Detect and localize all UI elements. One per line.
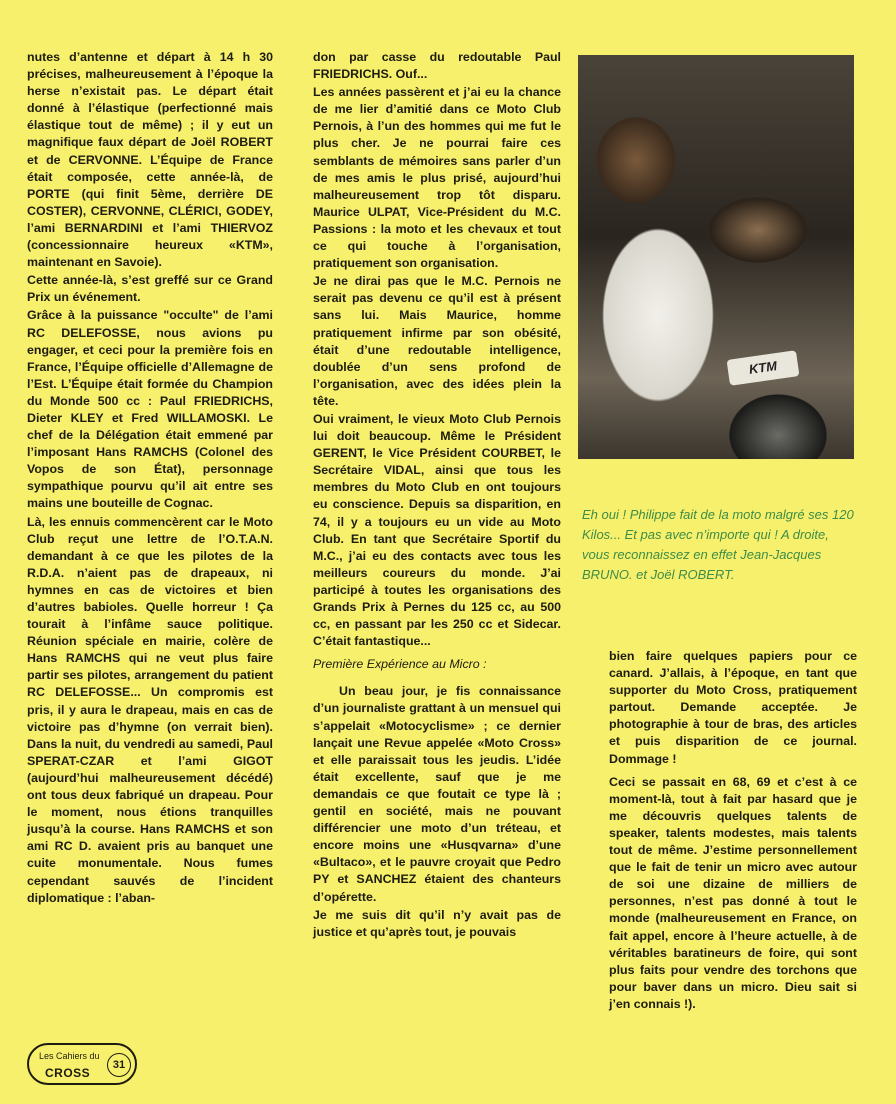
paragraph: Je ne dirai pas que le M.C. Pernois ne serait pas devenu ce qu’il est à présent sans lui. Mais Maurice, homme pratiquement infirme par son obésité, était d’une redoutable intelligence, doublée d’un sens profond de l’organisation, avec des idées plein la tête. bbox=[313, 274, 561, 408]
paragraph: bien faire quelques papiers pour ce canard. J’allais, à l’époque, en tant que supporter du Moto Cross, pratiquement partout. Demande acceptée. Je photographie à tour de bras, des articles et puis disparition de ce journal. Dommage ! bbox=[609, 649, 857, 766]
logo-line-1: Les Cahiers du bbox=[39, 1051, 100, 1061]
motocross-photo bbox=[578, 55, 854, 459]
photo-caption: Eh oui ! Philippe fait de la moto malgré ses 120 Kilos... Et pas avec n’importe qui ! A droite, vous reconnaissez en effet Jean-Jacques BRUNO. et Joël ROBERT. bbox=[582, 507, 854, 582]
paragraph: don par casse du redoutable Paul FRIEDRICHS. Ouf... bbox=[313, 50, 561, 82]
magazine-logo bbox=[27, 1043, 137, 1085]
paragraph: Oui vraiment, le vieux Moto Club Pernois lui doit beaucoup. Même le Président GERENT, le Vice Président COURBET, le Secrétaire VIDAL, ainsi que tous les membres du Moto Club en ont toujours eu conscience. Depuis sa disparition, en 74, il y a toujours eu un vide au Moto Club. En tant que Secrétaire Sportif du M.C., j’ai eu des contacts avec tous les meilleurs coureurs du monde. J’ai participé à toutes les organisations des Grands Prix à Pernes du 125 cc, au 500 cc, en passant par les 250 cc et Sidecar. C’était fantastique... bbox=[313, 411, 561, 649]
paragraph: nutes d’antenne et départ à 14 h 30 précises, malheureusement à l’époque la herse n’existait pas. Le départ était donné à l’élastique (perfectionné mais élastique tout de même) ; il y eut un magnifique faux départ de Joël ROBERT et de CERVONNE. L’Équipe de France était composée, cette année-là, de PORTE (qui finit 5ème, derrière DE COSTER), CERVONNE, CLÉRICI, GODEY, l’ami BERNARDINI et l’ami THIERVOZ (concessionnaire heureux «KTM», maintenant en Savoie). bbox=[27, 50, 273, 270]
paragraph: Je me suis dit qu’il n’y avait pas de justice et qu’après tout, je pouvais bbox=[313, 907, 561, 939]
article-column-3 bbox=[609, 648, 857, 1014]
section-subheading: Première Expérience au Micro : bbox=[313, 657, 487, 672]
paragraph: Les années passèrent et j’ai eu la chance de me lier d’amitié dans ce Moto Club Pernois, à l’un des hommes qui me fut le plus cher. Je ne pourrai faire ces semblants de mémoires sans parler d’un de mes amis le plus prisé, aujourd’hui malheureusement trop tôt disparu. Maurice ULPAT, Vice-Président du M.C. Passions : la moto et les chevaux et tout ce qui touche à l’organisation, pratiquement son organisation. bbox=[313, 85, 561, 271]
paragraph: Grâce à la puissance "occulte" de l’ami RC DELEFOSSE, nous avions pu engager, et ceci pour la première fois en France, l’Équipe officielle d’Allemagne de l’Est. L’Équipe était formée du Champion du Monde 500 cc : Paul FRIEDRICHS, Dieter KLEY et Fred WILLAMOSKI. Le chef de la Délégation était emmené par l’imposant Hans RAMCHS (Colonel des Vopos de son État), personnage sympathique pourvu qu’il ait entre ses mains une bouteille de Cognac. bbox=[27, 308, 273, 511]
article-column-2 bbox=[313, 49, 561, 942]
article-column-1 bbox=[27, 49, 273, 908]
logo-line-2: CROSS bbox=[45, 1066, 91, 1080]
paragraph: Là, les ennuis commencèrent car le Moto Club reçut une lettre de l’O.T.A.N. demandant à ce que les pilotes de la R.D.A. n’aient pas de drapeaux, ni hymnes en cas de victoires et bien d’autres babioles. Quelle horreur ! Ça tourait à l’infâme sauce politique. Réunion spéciale en mairie, colère de Hans RAMCHS qui ne veut plus faire partir ses pilotes, arrangement du patient RC DELEFOSSE... Un compromis est pris, il y aura le drapeau, mais en cas de victoire pas d’hymne (on verrait bien). Dans la nuit, du vendredi au samedi, Paul SPERAT-CZAR et l’ami GIGOT (aujourd’hui malheureusement décédé) ont tous deux fabriqué un drapeau. Pour le moment, nous étions tranquilles jusqu’à la course. Hans RAMCHS et son ami RC D. avaient pris au banquet une cuite monumentale. Nous fumes cependant sauvés de l’incident diplomatique : l’aban- bbox=[27, 514, 273, 905]
paragraph: Ceci se passait en 68, 69 et c’est à ce moment-là, tout à fait par hasard que je me découvris quelques talents de speaker, talents modestes, mais talents tout de même. J’estime personnellement que le fait de tenir un micro avec autour de soi une dizaine de milliers de personnes, n’est pas donné à tout le monde (malheureusement en France, on fait appel, encore à l’heure actuelle, à de véritables baratineurs de foire, qui sont plus faits pour vendre des torchons que pour baver dans un micro. Dieu sait si j’en connais !). bbox=[609, 774, 857, 1011]
page-number: 31 bbox=[107, 1053, 131, 1077]
bike-logo: KTM bbox=[727, 350, 800, 385]
paragraph: Un beau jour, je fis connaissance d’un journaliste grattant à un mensuel qui s’appelait «Motocyclisme» ; ce dernier lançait une Revue appelée «Moto Cross» et elle paraissait tous les jeudis. L’idée était excellente, sauf que je me demandais ce que foutait ce type là ; gentil en société, mais ne pouvant différencier une moto d’un tréteau, et encore moins une «Husqvarna» d’une «Bultaco», et le pauvre croyait que Pedro PY et SANCHEZ étaient des chanteurs d’opérette. bbox=[313, 684, 561, 904]
paragraph: Cette année-là, s’est greffé sur ce Grand Prix un événement. bbox=[27, 273, 273, 305]
